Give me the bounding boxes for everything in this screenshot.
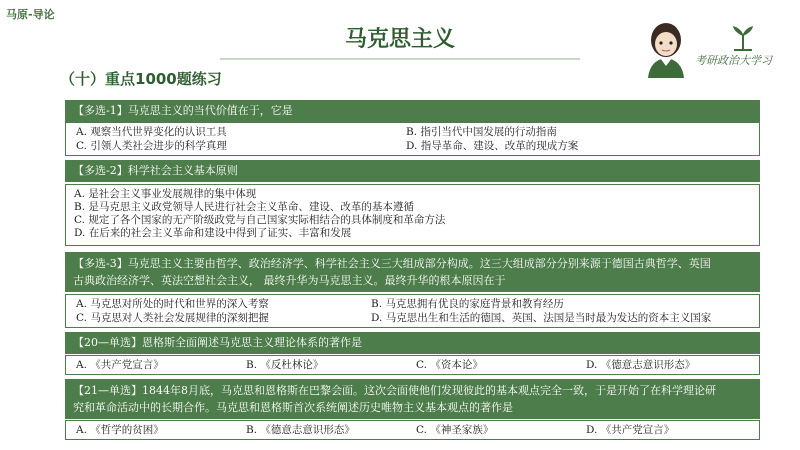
option-b: B. 马克思拥有优良的家庭背景和教育经历 bbox=[371, 298, 564, 310]
options-box bbox=[65, 122, 760, 156]
option-c: C. 《资本论》 bbox=[416, 359, 483, 371]
page-title: 马克思主义 bbox=[344, 27, 455, 52]
option-a: A. 马克思对所处的时代和世界的深入考察 bbox=[76, 298, 269, 310]
title-divider bbox=[220, 58, 580, 60]
question-stem-line: 【多选-3】马克思主义主要由哲学、政治经济学、科学社会主义三大组成部分构成。这三大组成部分分别来源于德国古典哲学、英国 bbox=[73, 257, 711, 270]
option-c: C. 规定了各个国家的无产阶级政党与自己国家实际相结合的具体制度和革命方法 bbox=[74, 214, 446, 226]
question-stem: 【多选-2】科学社会主义基本原则 bbox=[65, 160, 760, 182]
options-box bbox=[65, 184, 760, 246]
options-box bbox=[65, 420, 760, 440]
option-d: D. 《共产党宣言》 bbox=[586, 424, 675, 436]
brand-text: 考研政治大学习 bbox=[695, 54, 772, 67]
question-stem bbox=[65, 252, 760, 292]
question-stem: 【20—单选】恩格斯全面阐述马克思主义理论体系的著作是 bbox=[65, 332, 760, 354]
option-d: D. 马克思出生和生活的德国、英国、法国是当时最为发达的资本主义国家 bbox=[371, 312, 712, 324]
question-stem-line: 究和革命活动中的长期合作。马克思和恩格斯首次系统阐述历史唯物主义基本观点的著作是 bbox=[73, 401, 513, 414]
option-c: C. 《神圣家族》 bbox=[416, 424, 494, 436]
option-b: B. 是马克思主义政党领导人民进行社会主义革命、建设、改革的基本遵循 bbox=[74, 201, 414, 213]
question-stem: 【多选-1】马克思主义的当代价值在于，它是 bbox=[65, 100, 760, 122]
course-tag: 马原-导论 bbox=[6, 8, 55, 21]
option-c: C. 引领人类社会进步的科学真理 bbox=[76, 140, 227, 152]
option-a: A. 观察当代世界变化的认识工具 bbox=[76, 126, 227, 138]
question-stem-line: 【21—单选】1844年8月底，马克思和恩格斯在巴黎会面。这次会面使他们发现彼此的基本观点完全一致，于是开始了在科学理论研 bbox=[73, 384, 716, 397]
option-d: D. 在后来的社会主义革命和建设中得到了证实、丰富和发展 bbox=[74, 227, 352, 239]
option-b: B. 《德意志意识形态》 bbox=[246, 424, 355, 436]
section-heading: （十）重点1000题练习 bbox=[60, 70, 222, 88]
options-box bbox=[65, 355, 760, 375]
avatar-illustration bbox=[640, 18, 692, 78]
option-d: D. 《德意志意识形态》 bbox=[586, 359, 696, 371]
option-c: C. 马克思对人类社会发展规律的深刻把握 bbox=[76, 312, 269, 324]
option-a: A. 《共产党宣言》 bbox=[76, 359, 164, 371]
option-a: A. 《哲学的贫困》 bbox=[76, 424, 164, 436]
question-stem bbox=[65, 379, 760, 419]
question-stem-line: 古典政治经济学、英法空想社会主义， 最终升华为马克思主义。最终升华的根本原因在于 bbox=[73, 274, 506, 287]
option-d: D. 指导革命、建设、改革的现成方案 bbox=[406, 140, 579, 152]
option-a: A. 是社会主义事业发展规律的集中体现 bbox=[74, 188, 257, 200]
options-box bbox=[65, 294, 760, 328]
brand-block bbox=[640, 18, 790, 78]
option-b: B. 《反杜林论》 bbox=[246, 359, 324, 371]
option-b: B. 指引当代中国发展的行动指南 bbox=[406, 126, 557, 138]
logo-icon bbox=[728, 24, 758, 52]
